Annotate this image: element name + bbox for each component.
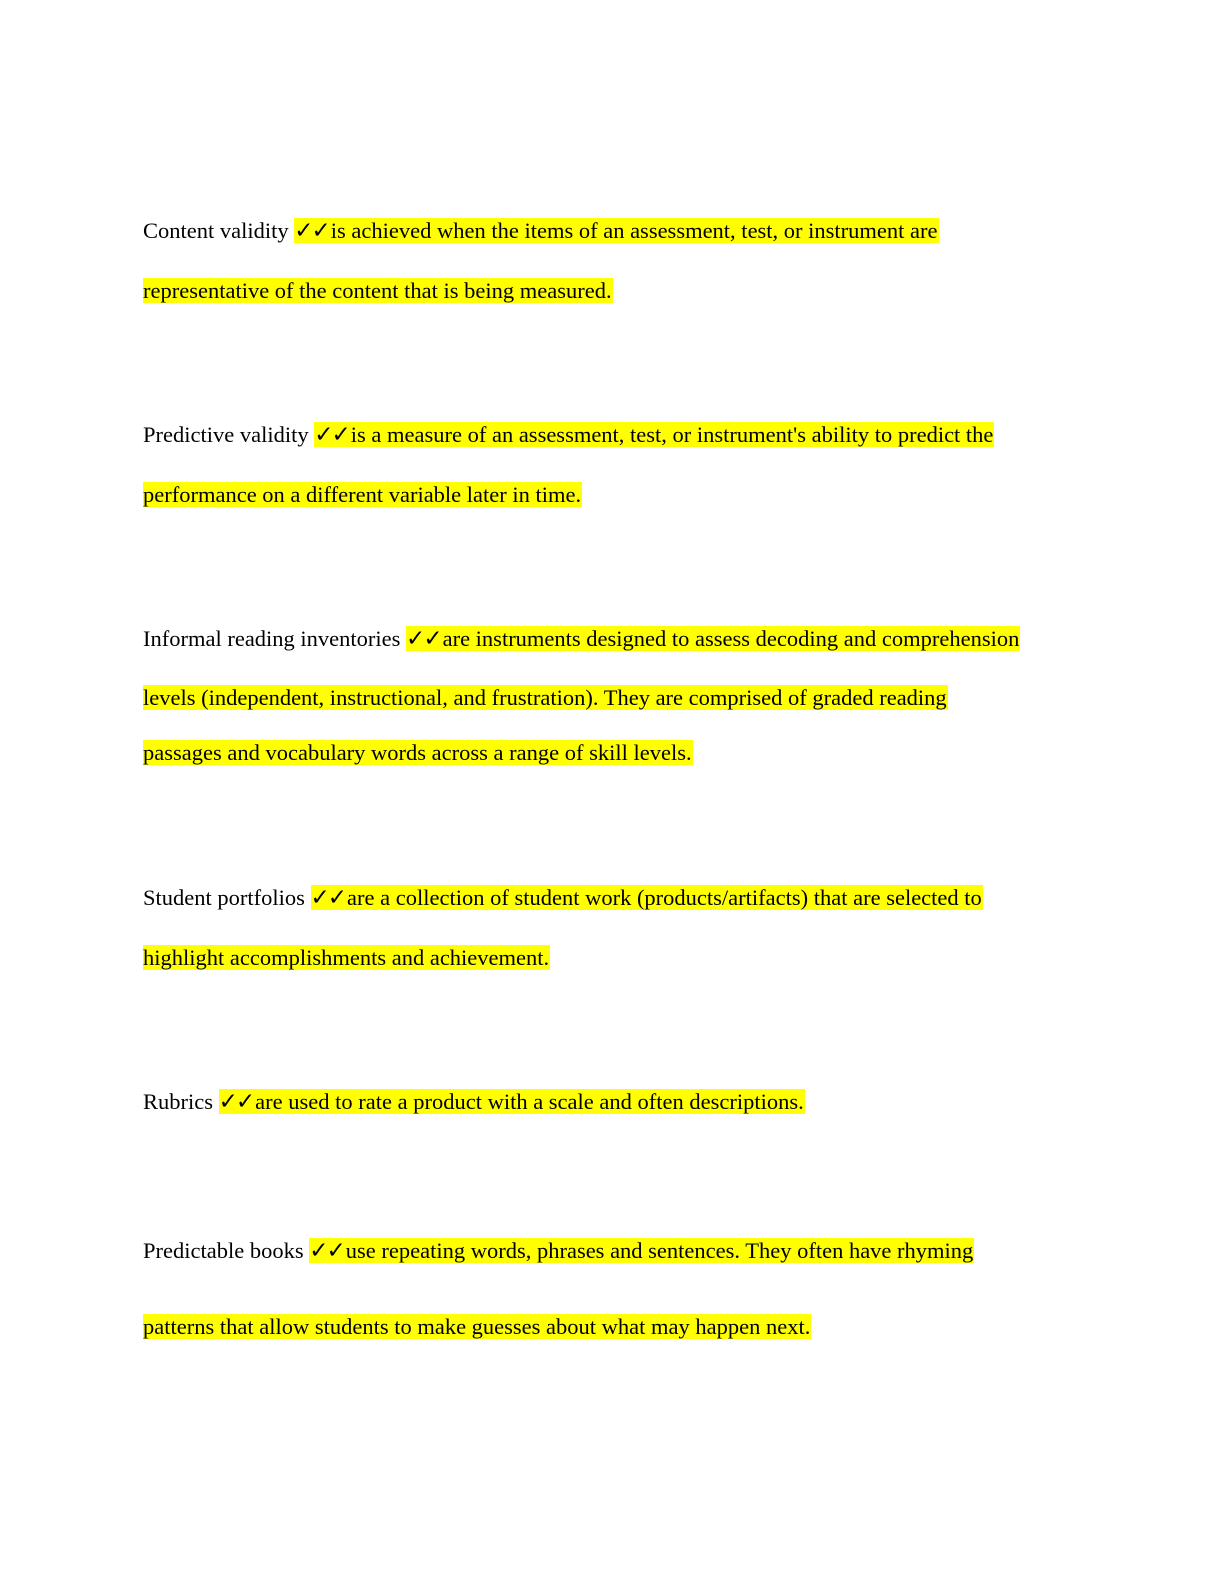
highlighted-definition [314, 422, 994, 447]
definition-text: is a measure of an assessment, test, or instrument's ability to predict the [350, 422, 994, 447]
entry-student-portfolios-line-2 [143, 941, 550, 975]
entry-content-validity-line-2 [143, 274, 613, 308]
term-label: Predictive validity [143, 422, 309, 447]
entry-informal-reading-inventories-line-2 [143, 681, 948, 715]
entry-predictive-validity-line-2 [143, 478, 582, 512]
term-label: Informal reading inventories [143, 626, 401, 651]
definition-text: are instruments designed to assess decoding and comprehension [442, 626, 1020, 651]
definition-text: passages and vocabulary words across a range of skill levels. [143, 740, 692, 765]
highlighted-definition [309, 1238, 974, 1263]
entry-informal-reading-inventories-line-1 [143, 622, 1020, 656]
double-checkmark-icon: ✓✓ [310, 885, 346, 911]
double-checkmark-icon: ✓✓ [218, 1089, 254, 1115]
definition-text: use repeating words, phrases and sentences. They often have rhyming [345, 1238, 974, 1263]
term-label: Predictable books [143, 1238, 304, 1263]
definition-text: representative of the content that is being measured. [143, 278, 612, 303]
definition-text: levels (independent, instructional, and frustration). They are comprised of graded reading [143, 685, 947, 710]
entry-student-portfolios-line-1 [143, 881, 983, 915]
highlighted-definition [294, 218, 938, 243]
highlighted-definition [406, 626, 1020, 651]
definition-text: is achieved when the items of an assessment, test, or instrument are [330, 218, 938, 243]
entry-predictable-books-line-1 [143, 1234, 974, 1268]
term-label: Content validity [143, 218, 289, 243]
double-checkmark-icon: ✓✓ [406, 626, 441, 652]
definition-text: patterns that allow students to make guesses about what may happen next. [143, 1314, 811, 1339]
definition-text: are a collection of student work (products/artifacts) that are selected to [347, 885, 982, 910]
double-checkmark-icon: ✓✓ [294, 218, 329, 244]
entry-predictable-books-line-2 [143, 1310, 811, 1344]
highlighted-definition [311, 885, 983, 910]
definition-text: performance on a different variable later in time. [143, 482, 582, 507]
entry-informal-reading-inventories-line-3 [143, 736, 693, 770]
term-label: Rubrics [143, 1089, 213, 1114]
term-label: Student portfolios [143, 885, 305, 910]
entry-predictive-validity-line-1 [143, 418, 994, 452]
entry-rubrics-line-1 [143, 1085, 805, 1119]
entry-content-validity-line-1 [143, 214, 939, 248]
definition-text: are used to rate a product with a scale and often descriptions. [255, 1089, 804, 1114]
highlighted-definition [219, 1089, 805, 1114]
double-checkmark-icon: ✓✓ [314, 422, 349, 448]
definition-text: highlight accomplishments and achievement. [143, 945, 550, 970]
double-checkmark-icon: ✓✓ [309, 1238, 344, 1264]
